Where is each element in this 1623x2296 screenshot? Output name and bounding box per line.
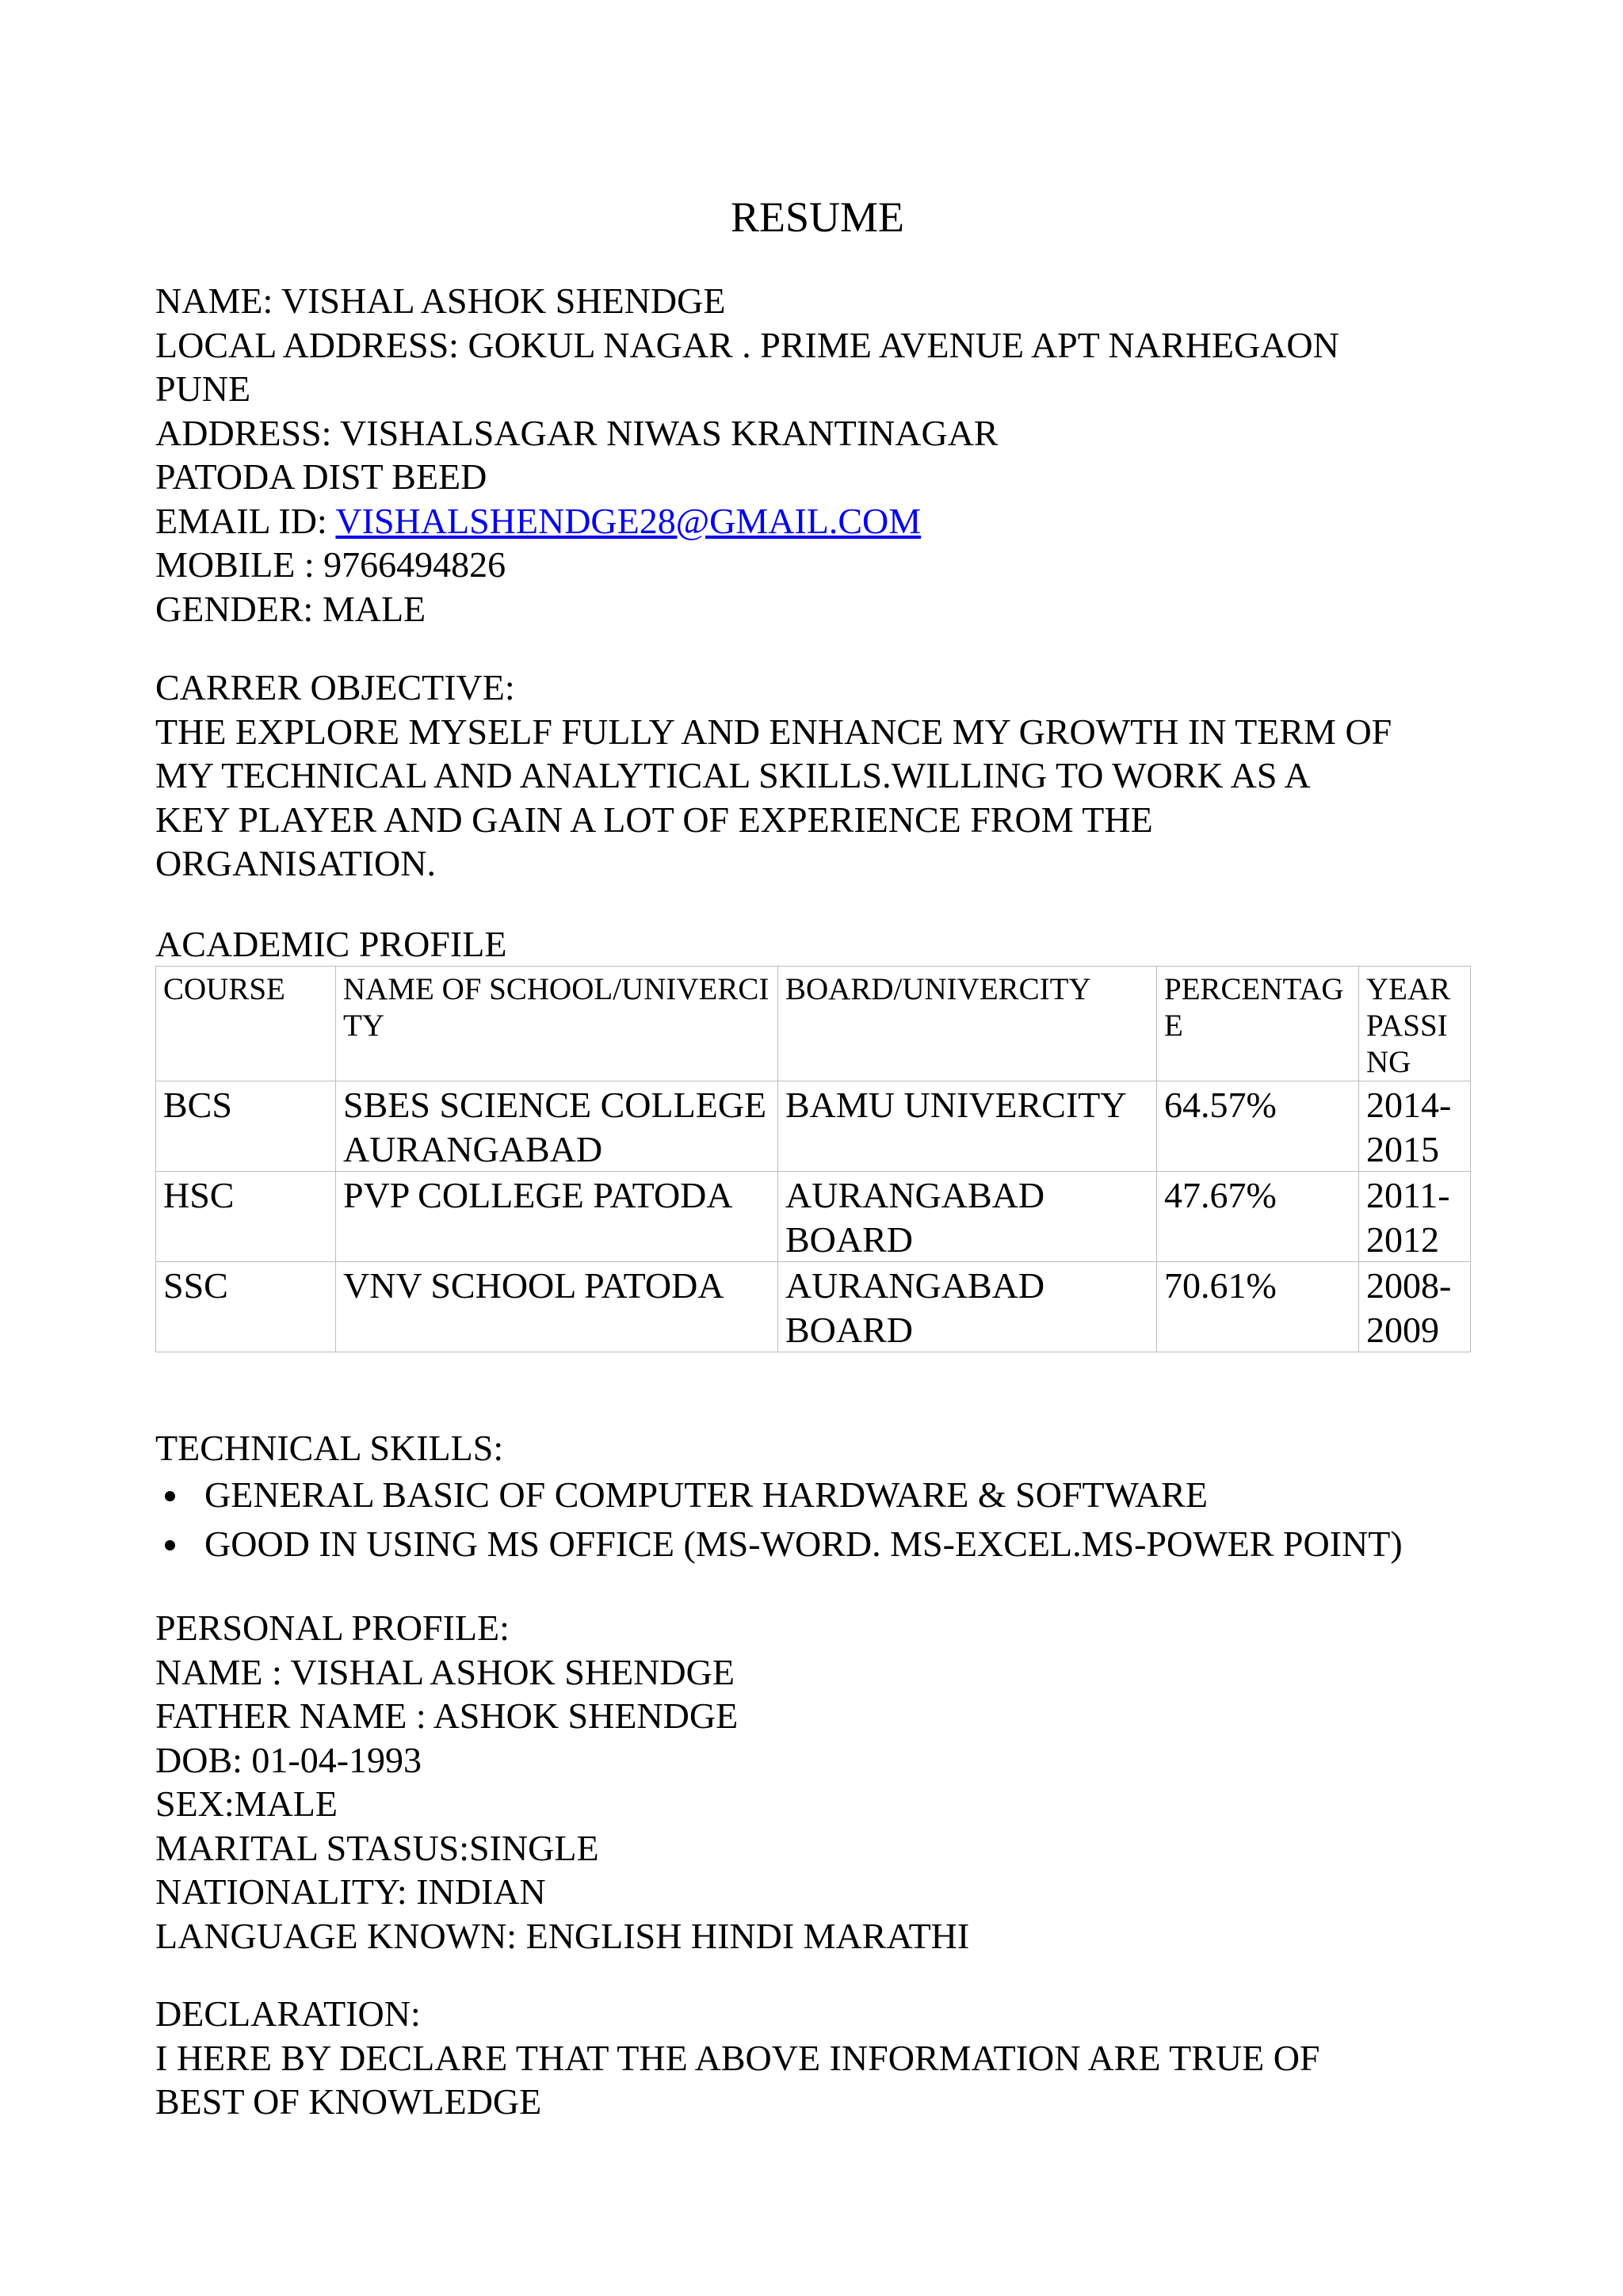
personal-line: NATIONALITY: INDIAN [155, 1871, 546, 1912]
bullet-icon [165, 1540, 175, 1550]
contact-name: NAME: VISHAL ASHOK SHENDGE [155, 280, 726, 321]
cell-percentage: 64.57% [1157, 1081, 1359, 1172]
cell-percentage: 70.61% [1157, 1262, 1359, 1352]
email-link[interactable]: VISHALSHENDGE28@GMAIL.COM [335, 500, 922, 541]
header-course: COURSE [156, 967, 336, 1081]
gender: GENDER: MALE [155, 588, 426, 629]
objective-heading: CARRER OBJECTIVE: [155, 667, 515, 707]
cell-year: 2008-2009 [1359, 1262, 1471, 1352]
header-percentage: PERCENTAGE [1157, 967, 1359, 1081]
header-school: NAME OF SCHOOL/UNIVERCITY [336, 967, 778, 1081]
local-address-line-2: PUNE [155, 368, 251, 409]
list-item [155, 1520, 1403, 1569]
cell-school: PVP COLLEGE PATODA [336, 1172, 778, 1262]
header-board: BOARD/UNIVERCITY [778, 967, 1157, 1081]
skill-text: GENERAL BASIC OF COMPUTER HARDWARE & SOFTWARE [204, 1474, 1208, 1515]
objective-line: THE EXPLORE MYSELF FULLY AND ENHANCE MY GROWTH IN TERM OF [155, 711, 1392, 752]
page-title: RESUME [730, 193, 905, 241]
personal-line: MARITAL STASUS:SINGLE [155, 1827, 599, 1868]
cell-course: HSC [156, 1172, 336, 1262]
mobile: MOBILE : 9766494826 [155, 544, 506, 585]
academic-heading-text: ACADEMIC PROFILE [155, 924, 507, 964]
objective-line: KEY PLAYER AND GAIN A LOT OF EXPERIENCE FROM THE [155, 799, 1153, 840]
bullet-icon [165, 1491, 175, 1501]
personal-line: DOB: 01-04-1993 [155, 1739, 422, 1780]
declaration-section [155, 1992, 1487, 2124]
declaration-line: BEST OF KNOWLEDGE [155, 2081, 542, 2122]
cell-board: AURANGABAD BOARD [778, 1262, 1157, 1352]
header-year: YEAR PASSING [1359, 967, 1471, 1081]
personal-line: FATHER NAME : ASHOK SHENDGE [155, 1695, 739, 1736]
personal-line: LANGUAGE KNOWN: ENGLISH HINDI MARATHI [155, 1915, 970, 1956]
declaration-heading: DECLARATION: [155, 1993, 421, 2034]
cell-course: SSC [156, 1262, 336, 1352]
cell-school: VNV SCHOOL PATODA [336, 1262, 778, 1352]
personal-heading: PERSONAL PROFILE: [155, 1608, 510, 1648]
table-row [156, 1262, 1471, 1352]
cell-course: BCS [156, 1081, 336, 1172]
cell-school: SBES SCIENCE COLLEGE AURANGABAD [336, 1081, 778, 1172]
declaration-line: I HERE BY DECLARE THAT THE ABOVE INFORMATION ARE TRUE OF [155, 2037, 1320, 2078]
personal-section [155, 1606, 1487, 1958]
skill-text: GOOD IN USING MS OFFICE (MS-WORD. MS-EXCEL.MS-POWER POINT) [204, 1524, 1403, 1564]
address-line-2: PATODA DIST BEED [155, 456, 487, 497]
personal-line: NAME : VISHAL ASHOK SHENDGE [155, 1651, 735, 1692]
objective-line: MY TECHNICAL AND ANALYTICAL SKILLS.WILLING TO WORK AS A [155, 755, 1311, 795]
skills-heading [155, 1426, 1487, 1470]
list-item [155, 1470, 1403, 1520]
table-row [156, 1081, 1471, 1172]
personal-line: SEX:MALE [155, 1783, 338, 1824]
contact-section [155, 279, 1487, 631]
local-address-line-1: LOCAL ADDRESS: GOKUL NAGAR . PRIME AVENUE APT NARHEGAON [155, 324, 1339, 365]
email-label: EMAIL ID: [155, 500, 336, 541]
address-line-1: ADDRESS: VISHALSAGAR NIWAS KRANTINAGAR [155, 412, 999, 453]
cell-percentage: 47.67% [1157, 1172, 1359, 1262]
academic-table [155, 966, 1471, 1352]
cell-year: 2014-2015 [1359, 1081, 1471, 1172]
skills-list [155, 1470, 1403, 1569]
email-row [155, 499, 1487, 543]
objective-line: ORGANISATION. [155, 843, 436, 883]
cell-board: BAMU UNIVERCITY [778, 1081, 1157, 1172]
academic-heading [155, 922, 1487, 967]
table-row [156, 1172, 1471, 1262]
table-header-row [156, 967, 1471, 1081]
objective-section [155, 666, 1487, 886]
cell-board: AURANGABAD BOARD [778, 1172, 1157, 1262]
skills-heading-text: TECHNICAL SKILLS: [155, 1428, 504, 1468]
cell-year: 2011-2012 [1359, 1172, 1471, 1262]
